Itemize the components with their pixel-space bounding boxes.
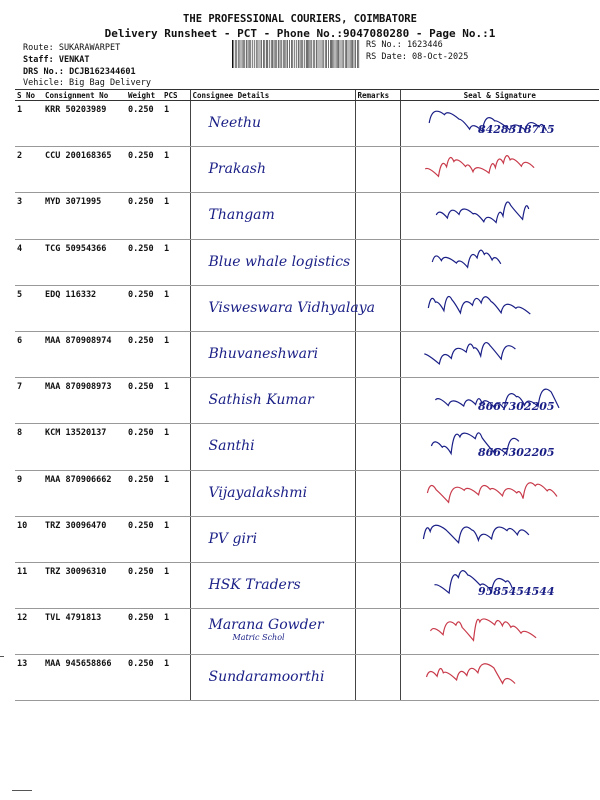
drs-line bbox=[23, 67, 136, 77]
drs-number: DCJB162344601 bbox=[69, 67, 136, 77]
rs-number: RS No.: 1623446 bbox=[366, 40, 443, 50]
row-consignment-no: MAA 945658866 bbox=[43, 655, 126, 701]
table-row bbox=[15, 101, 599, 147]
route-line: Route: SUKARAWARPET bbox=[23, 43, 121, 53]
signature-mark bbox=[403, 244, 598, 282]
row-sno: 9 bbox=[15, 470, 43, 516]
col-pcs: PCS bbox=[162, 90, 190, 101]
col-consignee: Consignee Details bbox=[190, 90, 355, 101]
signature-scribble bbox=[403, 336, 598, 374]
row-consignee bbox=[190, 239, 355, 285]
row-sno: 8 bbox=[15, 424, 43, 470]
signature-scribble bbox=[403, 475, 598, 513]
row-sno: 1 bbox=[15, 101, 43, 147]
signature-mark bbox=[403, 105, 598, 143]
table-row bbox=[15, 655, 599, 701]
row-pcs: 1 bbox=[162, 655, 190, 701]
staff-label: Staff: bbox=[23, 55, 59, 65]
row-weight: 0.250 bbox=[126, 331, 162, 377]
table-row bbox=[15, 424, 599, 470]
consignee-handwriting: Prakash bbox=[208, 161, 266, 178]
row-sno: 13 bbox=[15, 655, 43, 701]
signature-scribble bbox=[403, 244, 598, 282]
signature-phone: 8667302205 bbox=[477, 400, 555, 414]
row-remarks bbox=[355, 378, 400, 424]
consignee-handwriting: Santhi bbox=[208, 438, 255, 455]
row-weight: 0.250 bbox=[126, 470, 162, 516]
signature-scribble bbox=[403, 197, 598, 235]
row-weight: 0.250 bbox=[126, 516, 162, 562]
row-remarks bbox=[355, 470, 400, 516]
signature-mark bbox=[403, 521, 598, 559]
row-consignment-no: TRZ 30096310 bbox=[43, 562, 126, 608]
row-sno: 4 bbox=[15, 239, 43, 285]
consignee-handwriting: Sathish Kumar bbox=[208, 392, 314, 409]
row-consignee bbox=[190, 470, 355, 516]
staff-name: VENKAT bbox=[58, 55, 90, 65]
row-pcs: 1 bbox=[162, 239, 190, 285]
row-consignment-no: KRR 50203989 bbox=[43, 101, 126, 147]
row-signature bbox=[400, 193, 599, 239]
row-sno: 7 bbox=[15, 378, 43, 424]
signature-mark bbox=[403, 613, 598, 651]
row-pcs: 1 bbox=[162, 562, 190, 608]
signature-mark bbox=[403, 428, 598, 466]
row-pcs: 1 bbox=[162, 470, 190, 516]
barcode bbox=[232, 40, 360, 68]
row-signature bbox=[400, 516, 599, 562]
row-signature bbox=[400, 378, 599, 424]
row-sno: 5 bbox=[15, 285, 43, 331]
row-consignee bbox=[190, 378, 355, 424]
table-header-row bbox=[15, 90, 599, 101]
row-remarks bbox=[355, 101, 400, 147]
row-remarks bbox=[355, 193, 400, 239]
row-consignee bbox=[190, 147, 355, 193]
signature-phone: 9585454544 bbox=[477, 584, 555, 598]
row-sno: 10 bbox=[15, 516, 43, 562]
signature-phone: 8428318715 bbox=[477, 123, 555, 136]
row-weight: 0.250 bbox=[126, 285, 162, 331]
table-body bbox=[15, 101, 599, 701]
row-consignment-no: TVL 4791813 bbox=[43, 609, 126, 655]
row-remarks bbox=[355, 147, 400, 193]
table-row bbox=[15, 562, 599, 608]
signature-scribble bbox=[403, 428, 598, 466]
row-remarks bbox=[355, 609, 400, 655]
row-weight: 0.250 bbox=[126, 101, 162, 147]
row-remarks bbox=[355, 562, 400, 608]
table-row bbox=[15, 516, 599, 562]
row-consignment-no: CCU 200168365 bbox=[43, 147, 126, 193]
row-signature bbox=[400, 609, 599, 655]
margin-tick bbox=[0, 656, 4, 657]
staff-line bbox=[23, 55, 90, 65]
consignee-handwriting: PV giri bbox=[208, 530, 258, 547]
row-signature bbox=[400, 147, 599, 193]
row-consignment-no: TCG 50954366 bbox=[43, 239, 126, 285]
signature-scribble bbox=[403, 290, 598, 328]
company-title: THE PROFESSIONAL COURIERS, COIMBATORE bbox=[183, 13, 417, 25]
row-pcs: 1 bbox=[162, 147, 190, 193]
table-row bbox=[15, 470, 599, 516]
row-signature bbox=[400, 101, 599, 147]
row-signature bbox=[400, 470, 599, 516]
row-consignment-no: MAA 870908973 bbox=[43, 378, 126, 424]
row-pcs: 1 bbox=[162, 331, 190, 377]
consignee-handwriting: Thangam bbox=[208, 207, 275, 224]
table-row bbox=[15, 147, 599, 193]
table-row bbox=[15, 239, 599, 285]
row-pcs: 1 bbox=[162, 516, 190, 562]
vehicle-line: Vehicle: Big Bag Delivery bbox=[23, 78, 151, 88]
row-weight: 0.250 bbox=[126, 562, 162, 608]
signature-mark bbox=[403, 567, 598, 605]
row-pcs: 1 bbox=[162, 609, 190, 655]
signature-scribble bbox=[403, 382, 598, 420]
consignee-handwriting: HSK Traders bbox=[208, 576, 301, 593]
runsheet-subtitle: Delivery Runsheet - PCT - Phone No.:9047080280 - Page No.:1 bbox=[104, 27, 496, 40]
row-consignee bbox=[190, 424, 355, 470]
row-pcs: 1 bbox=[162, 101, 190, 147]
consignee-handwriting: Visweswara Vidhyalaya bbox=[208, 299, 375, 316]
row-weight: 0.250 bbox=[126, 378, 162, 424]
col-seal-signature: Seal & Signature bbox=[400, 90, 599, 101]
row-sno: 3 bbox=[15, 193, 43, 239]
col-weight: Weight bbox=[126, 90, 162, 101]
row-pcs: 1 bbox=[162, 424, 190, 470]
row-consignee bbox=[190, 285, 375, 331]
signature-mark bbox=[403, 382, 598, 420]
row-consignment-no: TRZ 30096470 bbox=[43, 516, 126, 562]
footer-rule bbox=[12, 790, 32, 791]
consignee-handwriting: Sundaramoorthi bbox=[208, 669, 325, 686]
row-consignee bbox=[190, 331, 355, 377]
table-row bbox=[15, 609, 599, 655]
signature-scribble bbox=[403, 567, 598, 605]
row-weight: 0.250 bbox=[126, 239, 162, 285]
rs-date: RS Date: 08-Oct-2025 bbox=[366, 52, 469, 62]
row-weight: 0.250 bbox=[126, 609, 162, 655]
row-sno: 11 bbox=[15, 562, 43, 608]
signature-mark bbox=[403, 659, 598, 697]
signature-scribble bbox=[403, 659, 598, 697]
row-remarks bbox=[355, 516, 400, 562]
row-consignment-no: KCM 13520137 bbox=[43, 424, 126, 470]
col-consignment: Consignment No bbox=[43, 90, 126, 101]
signature-mark bbox=[403, 151, 598, 189]
row-sno: 6 bbox=[15, 331, 43, 377]
row-pcs: 1 bbox=[162, 285, 190, 331]
row-pcs: 1 bbox=[162, 378, 190, 424]
row-consignee bbox=[190, 193, 355, 239]
row-weight: 0.250 bbox=[126, 655, 162, 701]
consignee-handwriting: Blue whale logistics bbox=[208, 253, 351, 270]
row-pcs: 1 bbox=[162, 193, 190, 239]
row-weight: 0.250 bbox=[126, 424, 162, 470]
consignee-handwriting: Vijayalakshmi bbox=[208, 484, 308, 501]
col-remarks: Remarks bbox=[355, 90, 400, 101]
row-consignee bbox=[190, 101, 355, 147]
col-sno: S No bbox=[15, 90, 43, 101]
table-row bbox=[15, 378, 599, 424]
signature-mark bbox=[403, 336, 598, 374]
row-consignment-no: MAA 870906662 bbox=[43, 470, 126, 516]
row-consignee bbox=[190, 516, 355, 562]
row-signature bbox=[400, 655, 599, 701]
signature-phone: 8667302205 bbox=[477, 446, 555, 460]
row-signature bbox=[400, 331, 599, 377]
table-row bbox=[15, 331, 599, 377]
row-remarks bbox=[355, 239, 400, 285]
signature-mark bbox=[403, 290, 598, 328]
row-consignee bbox=[190, 609, 355, 655]
signature-scribble bbox=[403, 105, 598, 143]
row-consignee bbox=[190, 562, 355, 608]
row-signature bbox=[400, 239, 599, 285]
drs-label: DRS No.: bbox=[23, 67, 70, 77]
row-signature bbox=[400, 562, 599, 608]
signature-scribble bbox=[403, 613, 598, 651]
row-consignment-no: MYD 3071995 bbox=[43, 193, 126, 239]
row-remarks bbox=[355, 424, 400, 470]
consignee-handwriting: Bhuvaneshwari bbox=[208, 345, 319, 362]
consignee-handwriting: Marana Gowder bbox=[208, 617, 324, 634]
runsheet-table bbox=[15, 89, 599, 701]
row-sno: 2 bbox=[15, 147, 43, 193]
consignee-note: Matric Schol bbox=[232, 633, 285, 643]
row-consignment-no: MAA 870908974 bbox=[43, 331, 126, 377]
signature-scribble bbox=[403, 151, 598, 189]
row-remarks bbox=[355, 331, 400, 377]
table-row bbox=[15, 285, 599, 331]
row-weight: 0.250 bbox=[126, 193, 162, 239]
signature-scribble bbox=[403, 521, 598, 559]
row-remarks bbox=[355, 655, 400, 701]
row-consignee bbox=[190, 655, 355, 701]
row-consignment-no: EDQ 116332 bbox=[43, 285, 126, 331]
signature-mark bbox=[403, 197, 598, 235]
consignee-handwriting: Neethu bbox=[208, 115, 261, 131]
table-row bbox=[15, 193, 599, 239]
row-weight: 0.250 bbox=[126, 147, 162, 193]
signature-mark bbox=[403, 475, 598, 513]
row-sno: 12 bbox=[15, 609, 43, 655]
row-signature bbox=[400, 285, 599, 331]
row-signature bbox=[400, 424, 599, 470]
